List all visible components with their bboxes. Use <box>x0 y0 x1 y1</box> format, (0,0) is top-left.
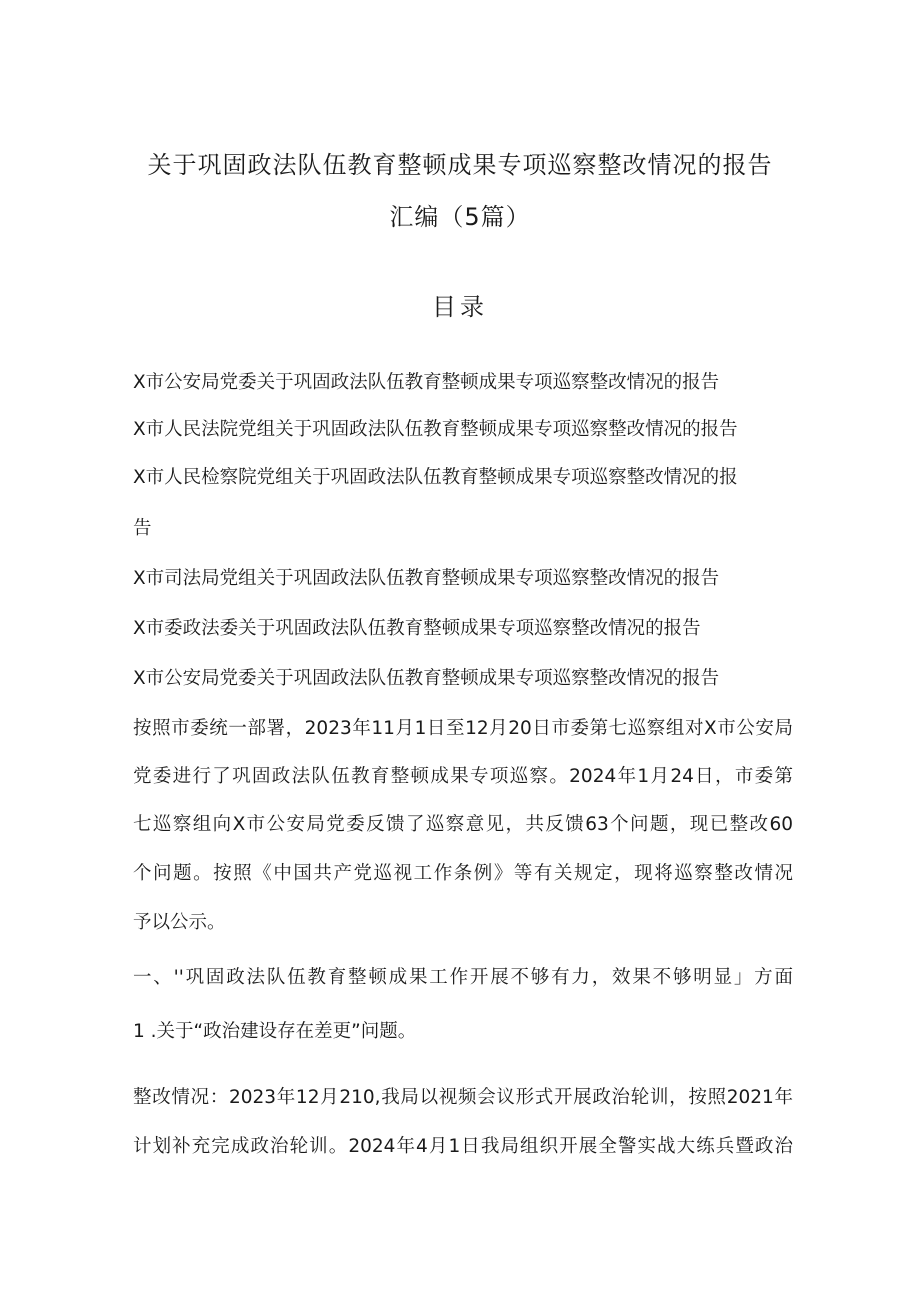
section-heading-1: 一、''巩固政法队伍教育整顿成果工作开展不够有力，效果不够明显」方面 <box>133 967 793 988</box>
intro-paragraph-line: 七巡察组向X市公安局党委反馈了巡察意见，共反馈63个问题，现已整改60 <box>133 814 793 835</box>
rectification-paragraph-line: 计划补充完成政治轮训。2024年4月1日我局组织开展全警实战大练兵暨政治 <box>133 1136 793 1157</box>
intro-paragraph-line: 按照市委统一部署，2023年11月1日至12月20日市委第七巡察组对X市公安局 <box>133 718 793 739</box>
toc-item: X市人民检察院党组关于巩固政法队伍教育整顿成果专项巡察整改情况的报 <box>133 467 738 488</box>
subheading-1: 1 .关于“政治建设存在差更”问题。 <box>133 1021 417 1042</box>
toc-heading: 目录 <box>432 293 488 321</box>
toc-item: X市司法局党组关于巩固政法队伍教育整顿成果专项巡察整改情况的报告 <box>133 568 720 589</box>
document-title-line-1: 关于巩固政法队伍教育整顿成果专项巡察整改情况的报告 <box>147 151 773 179</box>
intro-paragraph-line: 个问题。按照《中国共产党巡视工作条例》等有关规定，现将巡察整改情况 <box>133 863 793 884</box>
toc-item: X市公安局党委关于巩固政法队伍教育整顿成果专项巡察整改情况的报告 <box>133 372 720 393</box>
section-title: X市公安局党委关于巩固政法队伍教育整顿成果专项巡察整改情况的报告 <box>133 668 720 689</box>
toc-item: X市委政法委关于巩固政法队伍教育整顿成果专项巡察整改情况的报告 <box>133 618 701 639</box>
document-title-line-2: 汇编（5篇） <box>389 203 531 231</box>
rectification-paragraph-line: 整改情况：2023年12月210,我局以视频会议形式开展政治轮训，按照2021年 <box>133 1087 793 1108</box>
intro-paragraph-line: 予以公示。 <box>133 912 226 933</box>
toc-item: X市人民法院党组关于巩固政法队伍教育整顿成果专项巡察整改情况的报告 <box>133 419 738 440</box>
intro-paragraph-line: 党委进行了巩固政法队伍教育整顿成果专项巡察。2024年1月24日，市委第 <box>133 766 793 787</box>
toc-item-continuation: 告 <box>133 518 152 539</box>
